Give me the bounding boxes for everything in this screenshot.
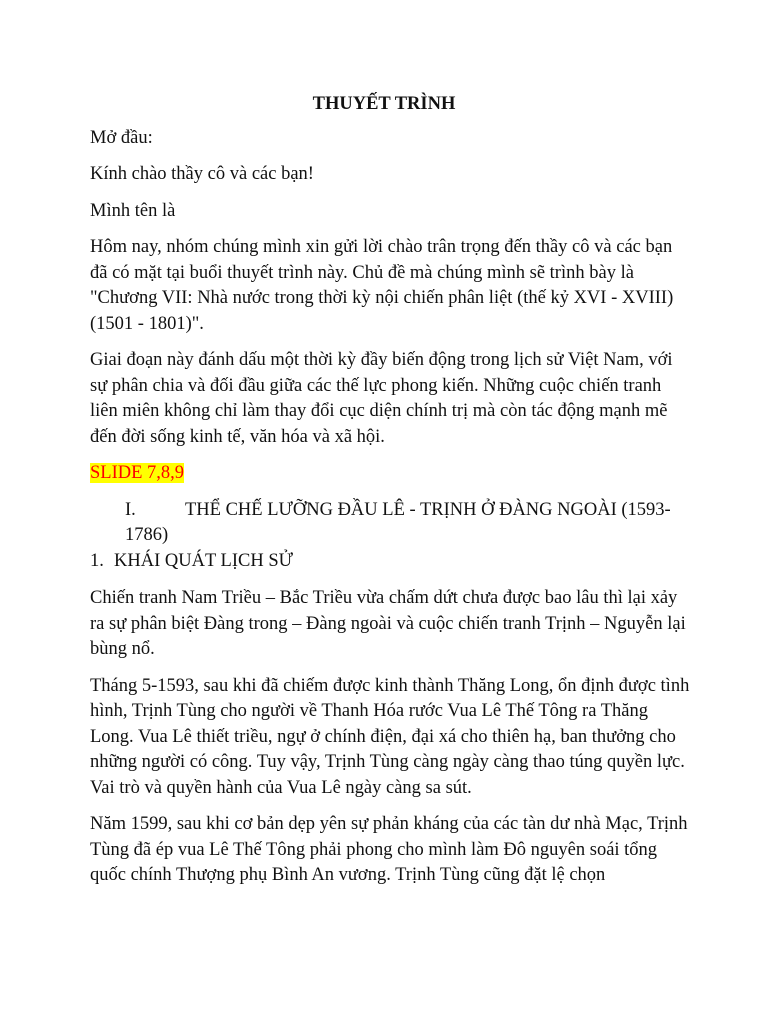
document-title: THUYẾT TRÌNH (312, 94, 456, 114)
slide-tag-line (90, 461, 690, 487)
subsection-title: KHÁI QUÁT LỊCH SỬ (114, 550, 293, 571)
body-paragraph-1: Chiến tranh Nam Triều – Bắc Triều vừa chấm dứt chưa được bao lâu thì lại xảy ra sự phân biệt Đàng trong – Đàng ngoài và cuộc chiến tranh Trịnh – Nguyễn lại bùng nổ. (90, 588, 686, 659)
intro-paragraph: Hôm nay, nhóm chúng mình xin gửi lời chào trân trọng đến thầy cô và các bạn đã có mặt tại buổi thuyết trình này. Chủ đề mà chúng mình sẽ trình bày là "Chương VII: Nhà nước trong thời kỳ nội chiến phân liệt (thế kỷ XVI - XVIII) (1501 - 1801)". (90, 237, 674, 334)
section-number: I. (125, 499, 136, 520)
section-heading (125, 498, 690, 549)
greeting-line: Kính chào thầy cô và các bạn! (90, 164, 314, 184)
subsection-heading (90, 549, 690, 575)
body-paragraph-3: Năm 1599, sau khi cơ bản dẹp yên sự phản kháng của các tàn dư nhà Mạc, Trịnh Tùng đã ép vua Lê Thế Tông phải phong cho mình làm Đô nguyên soái tổng quốc chính Thượng phụ Bình An vương. Trịnh Tùng cũng đặt lệ chọn (90, 814, 688, 885)
name-line: Mình tên là (90, 200, 176, 221)
intro-label: Mở đầu: (90, 127, 153, 148)
subsection-number: 1. (90, 550, 104, 571)
section-title: THỂ CHẾ LƯỠNG ĐẦU LÊ - TRỊNH Ở ĐÀNG NGOÀI (1593-1786) (125, 499, 671, 545)
document-page (90, 92, 690, 900)
body-paragraph-2: Tháng 5-1593, sau khi đã chiếm được kinh thành Thăng Long, ổn định được tình hình, Trịnh Tùng cho người về Thanh Hóa rước Vua Lê Thế Tông ra Thăng Long. Vua Lê thiết triều, ngự ở chính điện, đại xá cho thiên hạ, ban thưởng cho những người có công. Tuy vậy, Trịnh Tùng càng ngày càng thao túng quyền lực. Vai trò và quyền hành của Vua Lê ngày càng sa sút. (90, 675, 690, 798)
slide-tag: SLIDE 7,8,9 (90, 463, 185, 483)
context-paragraph: Giai đoạn này đánh dấu một thời kỳ đầy biến động trong lịch sử Việt Nam, với sự phân chia và đối đầu giữa các thế lực phong kiến. Những cuộc chiến tranh liên miên không chỉ làm thay đổi cục diện chính trị mà còn tác động mạnh mẽ đến đời sống kinh tế, văn hóa và xã hội. (90, 350, 673, 447)
